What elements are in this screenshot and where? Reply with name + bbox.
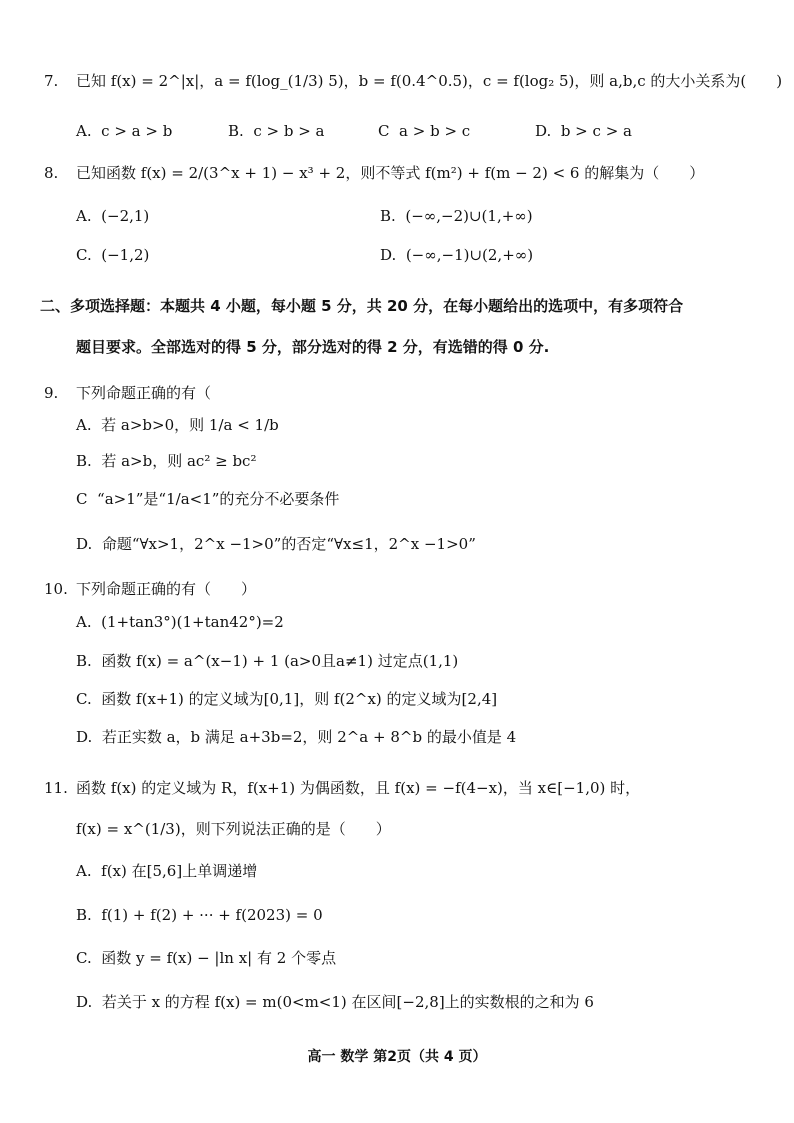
q8-option-A (76, 205, 149, 227)
q8-option-A-label: A. (76, 207, 92, 225)
q8-option-D (380, 244, 533, 266)
q11-option-D-label: D. (76, 993, 93, 1011)
q11-option-B-text: f(1) + f(2) + ··· + f(2023) = 0 (101, 906, 323, 924)
q7-option-A-text: c > a > b (101, 122, 173, 140)
q9-option-B-text: 若 a>b，则 ac² ≥ bc² (101, 452, 257, 470)
q7-option-B-text: c > b > a (253, 122, 325, 140)
q9-option-C-label: C (76, 490, 88, 508)
q9-option-B-label: B. (76, 452, 92, 470)
q11-number: 11. (44, 779, 68, 797)
q11-option-D-text: 若关于 x 的方程 f(x) = m(0<m<1) 在区间[−2,8]上的实数根的之和为 6 (101, 993, 594, 1011)
q10-number: 10. (44, 580, 68, 598)
q10-option-A (76, 611, 284, 633)
q7-option-A-label: A. (76, 122, 92, 140)
q11-option-A-text: f(x) 在[5,6]上单调递增 (101, 862, 258, 880)
q7-option-D (535, 120, 632, 142)
q9-stem: 下列命题正确的有（ (76, 384, 212, 402)
q11-option-B (76, 904, 323, 926)
q8-option-D-label: D. (380, 246, 397, 264)
q8-stem-line (44, 162, 704, 184)
q9-stem-line (44, 382, 211, 404)
q8-option-C (76, 244, 149, 266)
q11-stem-line2: f(x) = x^(1/3)，则下列说法正确的是（ ） (76, 820, 391, 838)
q10-option-B-label: B. (76, 652, 92, 670)
q10-option-C-label: C. (76, 690, 92, 708)
q11-option-C (76, 947, 336, 969)
q9-option-D-label: D. (76, 535, 93, 553)
q10-option-C-text: 函数 f(x+1) 的定义域为[0,1]，则 f(2^x) 的定义域为[2,4] (101, 690, 498, 708)
q11-option-C-text: 函数 y = f(x) − |ln x| 有 2 个零点 (101, 949, 337, 967)
q7-option-C-text: a > b > c (399, 122, 471, 140)
q10-stem-line (44, 578, 256, 600)
q11-option-B-label: B. (76, 906, 92, 924)
q8-option-B (380, 205, 533, 227)
q7-option-D-label: D. (535, 122, 552, 140)
q11-option-A-label: A. (76, 862, 92, 880)
q10-stem: 下列命题正确的有（ ） (76, 580, 257, 598)
q9-option-B (76, 450, 256, 472)
q9-option-C-text: “a>1”是“1/a<1”的充分不必要条件 (97, 490, 340, 508)
q10-option-B (76, 650, 458, 672)
q8-option-B-text: (−∞,−2)∪(1,+∞) (405, 207, 533, 225)
q11-option-D (76, 991, 594, 1013)
q7-option-B (228, 120, 325, 142)
q7-option-C (378, 120, 470, 142)
q7-number: 7. (44, 72, 59, 90)
q8-option-A-text: (−2,1) (101, 207, 150, 225)
q9-option-C (76, 488, 339, 510)
section2-heading-line2: 题目要求。全部选对的得 5 分，部分选对的得 2 分，有选错的得 0 分. (76, 338, 550, 356)
page-footer: 高一 数学 第2页（共 4 页） (307, 1049, 487, 1065)
q11-stem-part1: 函数 f(x) 的定义域为 R，f(x+1) 为偶函数，且 f(x) = −f(4−x)，当 x∈[−1,0) 时， (76, 779, 641, 797)
q9-option-A (76, 414, 279, 436)
q9-option-D-text: 命题“∀x>1，2^x −1>0”的否定“∀x≤1，2^x −1>0” (101, 535, 476, 553)
q10-option-A-text: (1+tan3°)(1+tan42°)=2 (101, 613, 284, 631)
q7-option-A (76, 120, 172, 142)
q8-option-C-label: C. (76, 246, 92, 264)
q10-option-D-label: D. (76, 728, 93, 746)
q10-option-A-label: A. (76, 613, 92, 631)
q11-stem-line1 (44, 777, 640, 799)
q9-option-D (76, 533, 476, 555)
q7-option-C-label: C (378, 122, 390, 140)
q7-option-B-label: B. (228, 122, 244, 140)
q10-option-D (76, 726, 516, 748)
q7-option-D-text: b > c > a (560, 122, 632, 140)
q10-option-D-text: 若正实数 a，b 满足 a+3b=2，则 2^a + 8^b 的最小值是 4 (101, 728, 517, 746)
q7-stem-line (44, 70, 782, 92)
q7-stem: 已知 f(x) = 2^|x|，a = f(log_(1/3) 5)，b = f(0.4^0.5)，c = f(log₂ 5)，则 a,b,c 的大小关系为( ) (76, 72, 783, 90)
q8-stem: 已知函数 f(x) = 2/(3^x + 1) − x³ + 2，则不等式 f(m²) + f(m − 2) < 6 的解集为（ ） (76, 164, 705, 182)
q8-option-D-text: (−∞,−1)∪(2,+∞) (405, 246, 534, 264)
q10-option-B-text: 函数 f(x) = a^(x−1) + 1 (a>0且a≠1) 过定点(1,1) (101, 652, 459, 670)
q9-option-A-label: A. (76, 416, 92, 434)
q9-option-A-text: 若 a>b>0，则 1/a < 1/b (101, 416, 279, 434)
q8-option-B-label: B. (380, 207, 396, 225)
q11-option-A (76, 860, 257, 882)
q11-option-C-label: C. (76, 949, 92, 967)
q9-number: 9. (44, 384, 59, 402)
q8-option-C-text: (−1,2) (101, 246, 150, 264)
q8-number: 8. (44, 164, 59, 182)
q10-option-C (76, 688, 497, 710)
section2-heading-line1: 二、多项选择题：本题共 4 小题，每小题 5 分，共 20 分，在每小题给出的选项中，有多项符合 (40, 297, 684, 315)
